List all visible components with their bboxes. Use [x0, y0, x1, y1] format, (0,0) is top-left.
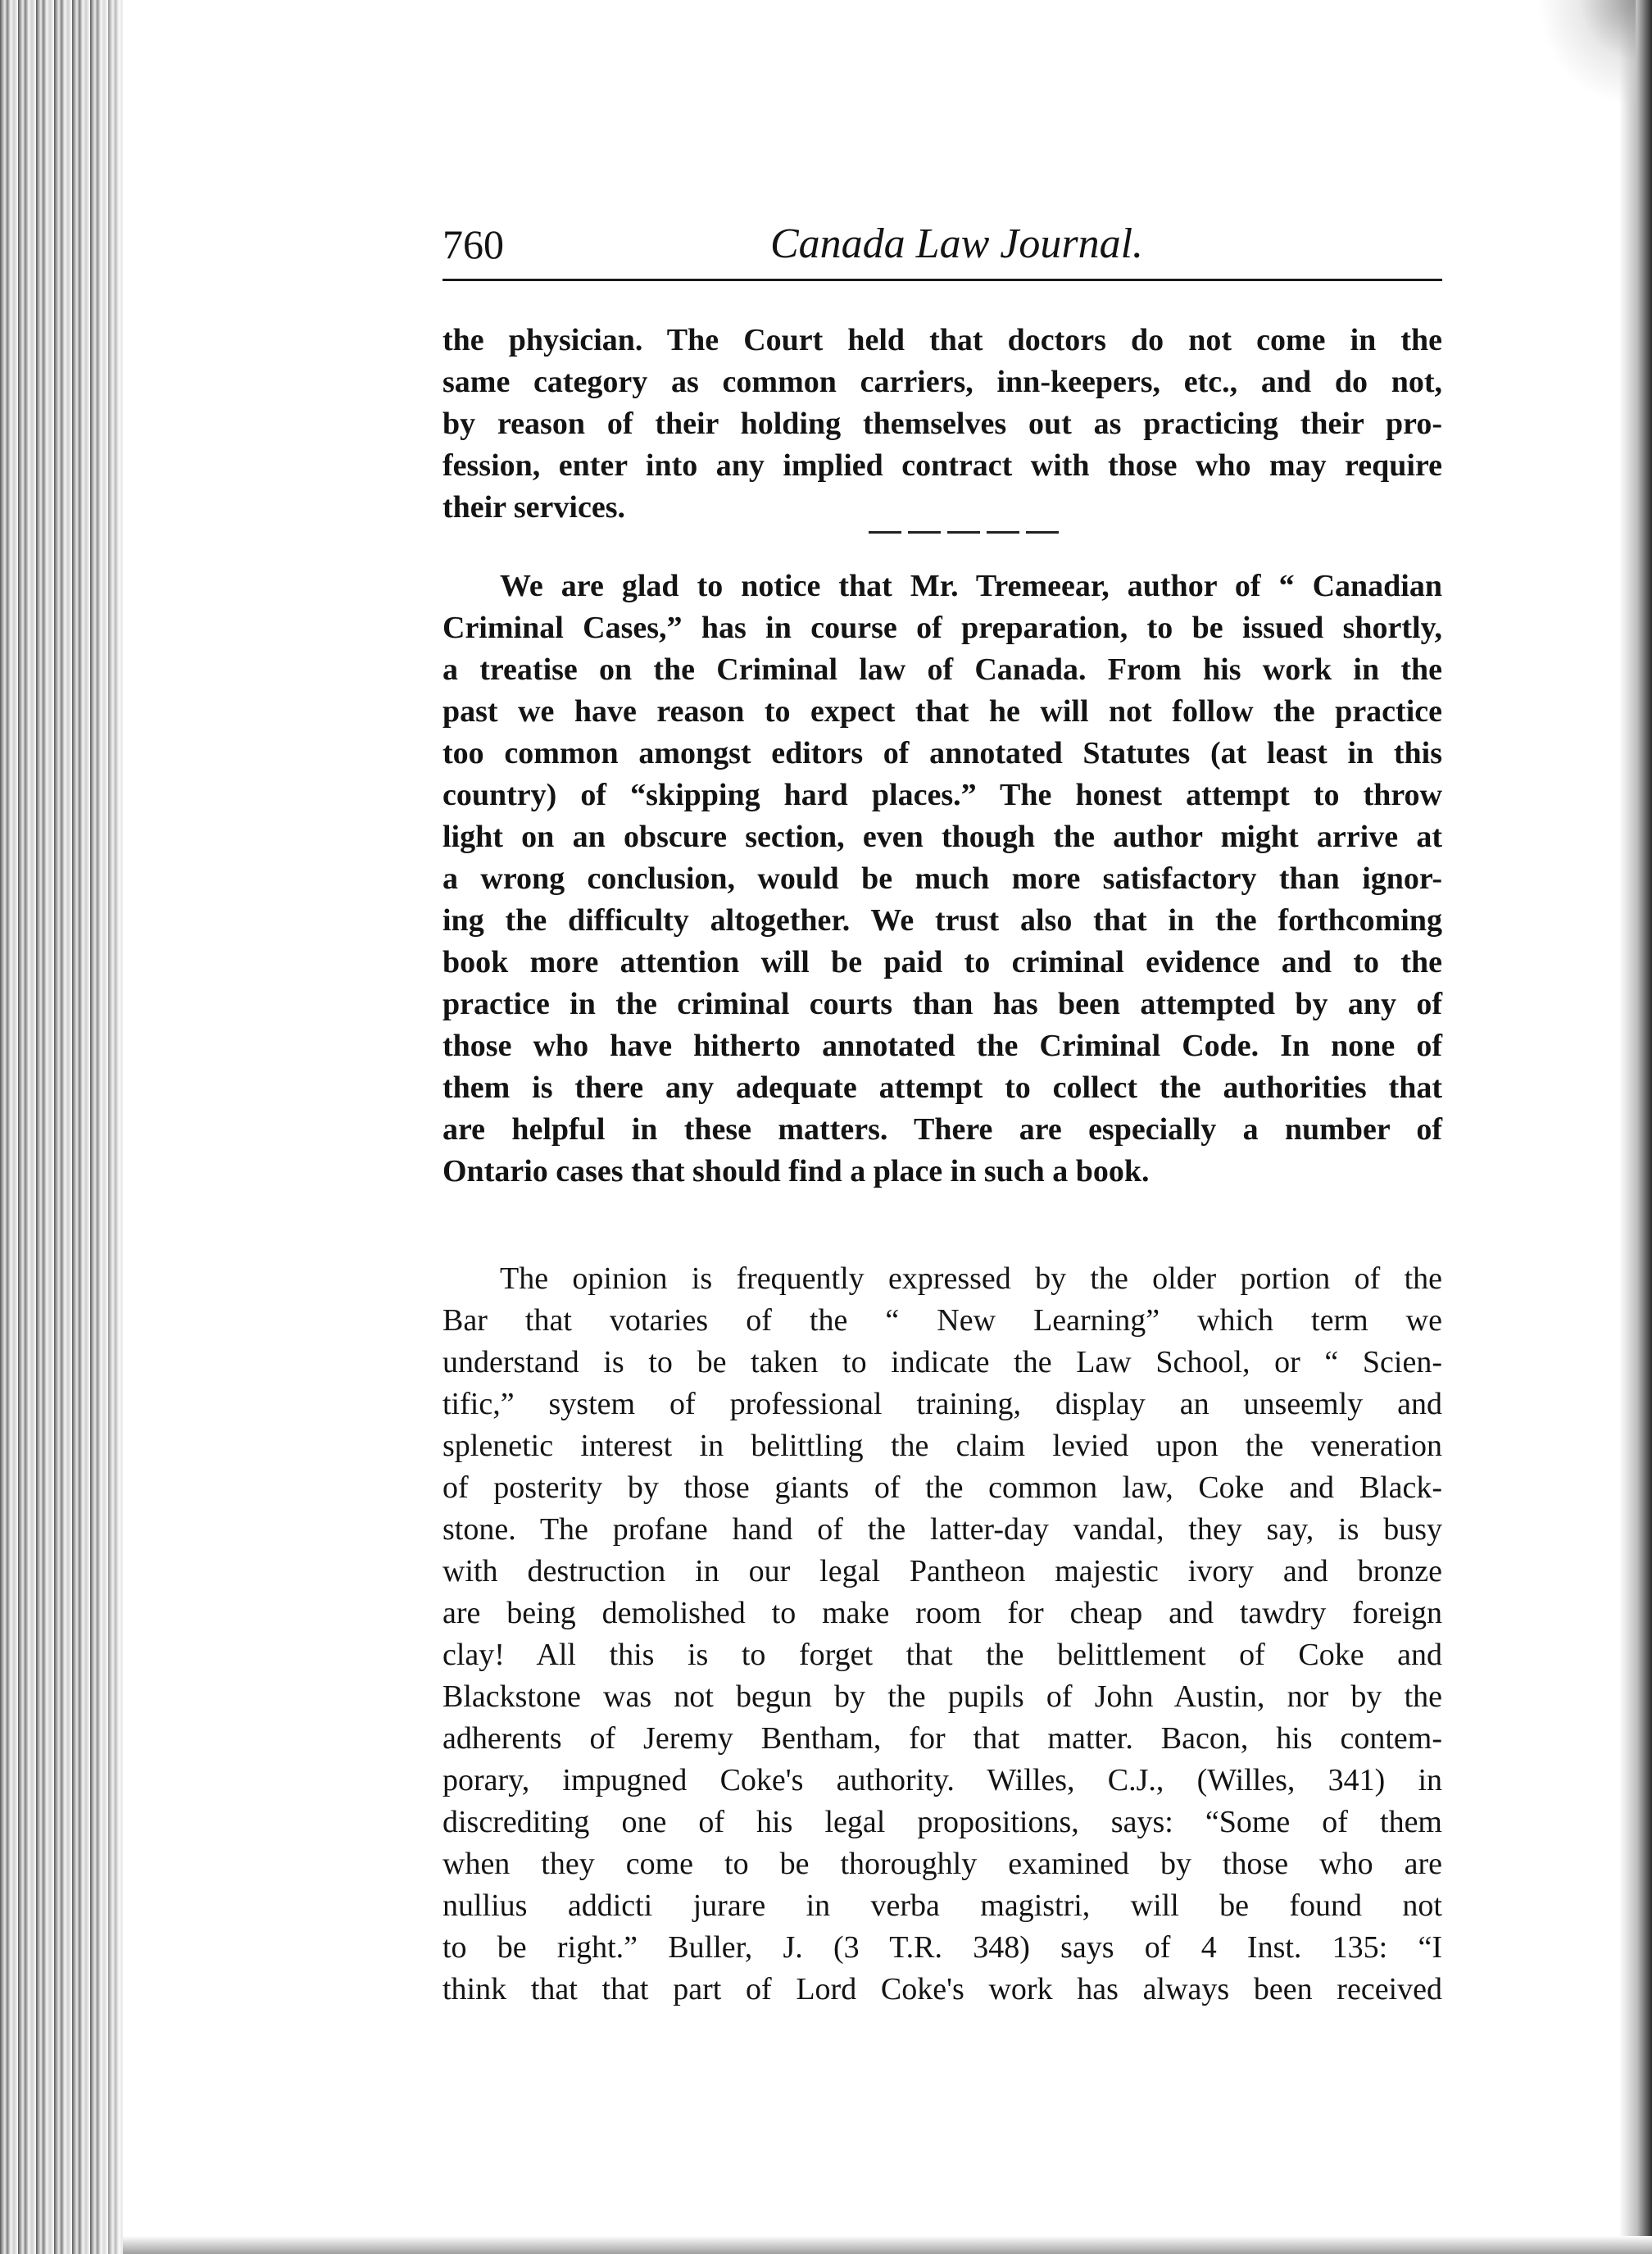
- text-line: Blackstone was not begun by the pupils of John Austin, nor by the: [442, 1679, 1442, 1714]
- text-line: with destruction in our legal Pantheon majestic ivory and bronze: [442, 1554, 1442, 1588]
- text-line: nullius addicti jurare in verba magistri, will be found not: [442, 1888, 1442, 1923]
- scan-corner-wear: [1537, 0, 1636, 107]
- text-line: by reason of their holding themselves out as practicing their pro-: [442, 407, 1442, 441]
- journal-title: Canada Law Journal.: [770, 220, 1144, 267]
- text-line: same category as common carriers, inn-keepers, etc., and do not,: [442, 365, 1442, 399]
- text-line: understand is to be taken to indicate the Law School, or “ Scien-: [442, 1345, 1442, 1379]
- paragraph-new-learning: [442, 1258, 1442, 2011]
- text-line: book more attention will be paid to criminal evidence and to the: [442, 945, 1442, 979]
- paragraph-physician: [442, 320, 1442, 529]
- text-line: them is there any adequate attempt to collect the authorities that: [442, 1070, 1442, 1105]
- text-line: a treatise on the Criminal law of Canada. From his work in the: [442, 652, 1442, 687]
- scan-bottom-edge: [123, 2236, 1652, 2254]
- text-line: fession, enter into any implied contract with those who may require: [442, 448, 1442, 483]
- text-line: splenetic interest in belittling the claim levied upon the veneration: [442, 1429, 1442, 1463]
- text-line: those who have hitherto annotated the Criminal Code. In none of: [442, 1029, 1442, 1063]
- text-line: to be right.” Buller, J. (3 T.R. 348) says of 4 Inst. 135: “I: [442, 1930, 1442, 1965]
- text-line: clay! All this is to forget that the belittlement of Coke and: [442, 1638, 1442, 1672]
- text-line: Criminal Cases,” has in course of preparation, to be issued shortly,: [442, 611, 1442, 645]
- header-rule: [442, 279, 1442, 281]
- text-line: a wrong conclusion, would be much more satisfactory than ignor-: [442, 861, 1442, 896]
- text-line: The opinion is frequently expressed by the older portion of the: [500, 1261, 1442, 1296]
- text-line: light on an obscure section, even though the author might arrive at: [442, 820, 1442, 854]
- text-line: are being demolished to make room for cheap and tawdry foreign: [442, 1596, 1442, 1630]
- text-line: are helpful in these matters. There are especially a number of: [442, 1112, 1442, 1147]
- text-line: ing the difficulty altogether. We trust also that in the forthcoming: [442, 903, 1442, 938]
- text-line: think that that part of Lord Coke's work has always been received: [442, 1972, 1442, 2006]
- text-line: the physician. The Court held that doctors do not come in the: [442, 323, 1442, 357]
- text-line: We are glad to notice that Mr. Tremeear, author of “ Canadian: [500, 569, 1442, 603]
- running-header: [442, 220, 1442, 277]
- text-line: tific,” system of professional training, display an unseemly and: [442, 1387, 1442, 1421]
- text-line: stone. The profane hand of the latter-day vandal, they say, is busy: [442, 1512, 1442, 1547]
- paragraph-spacer: [442, 1193, 1442, 1258]
- text-line: their services.: [442, 490, 625, 525]
- scan-binding-shadow: [90, 0, 148, 2254]
- text-line: practice in the criminal courts than has been attempted by any of: [442, 987, 1442, 1021]
- text-line: too common amongst editors of annotated Statutes (at least in this: [442, 736, 1442, 770]
- text-line: past we have reason to expect that he will not follow the practice: [442, 694, 1442, 729]
- page-body: [442, 320, 1442, 2011]
- text-line: of posterity by those giants of the common law, Coke and Black-: [442, 1470, 1442, 1505]
- paragraph-spacer: [442, 529, 1442, 566]
- text-line: Ontario cases that should find a place in such a book.: [442, 1154, 1150, 1188]
- text-line: porary, impugned Coke's authority. Willes, C.J., (Willes, 341) in: [442, 1763, 1442, 1797]
- paragraph-tremeear: [442, 566, 1442, 1193]
- text-line: discrediting one of his legal propositions, says: “Some of them: [442, 1805, 1442, 1839]
- text-line: when they come to be thoroughly examined by those who are: [442, 1847, 1442, 1881]
- text-line: Bar that votaries of the “ New Learning” which term we: [442, 1303, 1442, 1338]
- page-number: 760: [442, 221, 504, 267]
- text-line: country) of “skipping hard places.” The honest attempt to throw: [442, 778, 1442, 812]
- text-line: adherents of Jeremy Bentham, for that matter. Bacon, his contem-: [442, 1721, 1442, 1756]
- scan-right-edge: [1619, 0, 1652, 2254]
